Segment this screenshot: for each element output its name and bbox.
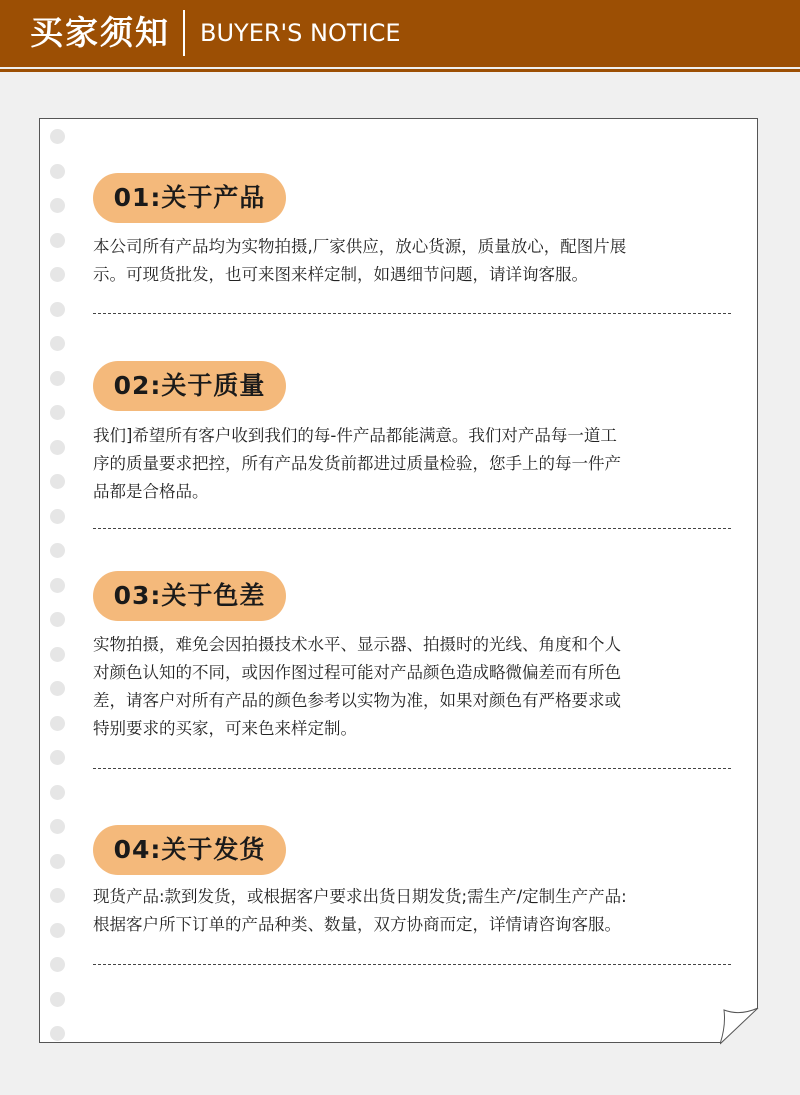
section-body-color: 实物拍摄，难免会因拍摄技术水平、显示器、拍摄时的光线、角度和个人 对颜色认知的不同，或因作图过程可能对产品颜色造成略微偏差而有所色 差，请客户对所有产品的颜色参考以实物为准，如果对颜色有严格要求或 特别要求的买家，可来色来样定制。 [93, 635, 621, 738]
binder-hole [50, 854, 65, 869]
page-title-cn: 买家须知 [30, 13, 170, 52]
binder-hole [50, 371, 65, 386]
binder-hole [50, 405, 65, 420]
section-title-shipping: 04:关于发货 [93, 825, 286, 875]
binder-hole [50, 302, 65, 317]
section-divider [93, 964, 731, 965]
page-title-en: BUYER'S NOTICE [200, 19, 401, 47]
section-divider [93, 528, 731, 529]
binder-hole [50, 681, 65, 696]
binder-hole [50, 267, 65, 282]
binder-hole [50, 233, 65, 248]
section-body-quality: 我们]希望所有客户收到我们的每-件产品都能满意。我们对产品每一道工 序的质量要求把控，所有产品发货前都进过质量检验，您手上的每一件产 品都是合格品。 [93, 426, 621, 501]
header-bar [0, 0, 800, 67]
binder-hole [50, 543, 65, 558]
binder-hole [50, 992, 65, 1007]
section-divider [93, 313, 731, 314]
page-curl-icon [720, 1006, 760, 1046]
section-divider [93, 768, 731, 769]
binder-hole [50, 957, 65, 972]
binder-hole [50, 129, 65, 144]
header-underline [0, 69, 800, 72]
binder-hole [50, 750, 65, 765]
binder-hole [50, 819, 65, 834]
section-title-color: 03:关于色差 [93, 571, 286, 621]
binder-hole [50, 440, 65, 455]
binder-hole [50, 612, 65, 627]
binder-hole [50, 888, 65, 903]
binder-hole [50, 716, 65, 731]
binder-hole [50, 578, 65, 593]
section-title-quality: 02:关于质量 [93, 361, 286, 411]
binder-hole [50, 509, 65, 524]
section-body-shipping: 现货产品:款到发货，或根据客户要求出货日期发货;需生产/定制生产产品: 根据客户所下订单的产品种类、数量，双方协商而定，详情请咨询客服。 [93, 887, 627, 934]
binder-hole [50, 198, 65, 213]
binder-hole [50, 474, 65, 489]
section-title-product: 01:关于产品 [93, 173, 286, 223]
binder-hole [50, 336, 65, 351]
binder-hole [50, 923, 65, 938]
binder-hole [50, 1026, 65, 1041]
binder-hole [50, 647, 65, 662]
section-body-product: 本公司所有产品均为实物拍摄,厂家供应，放心货源，质量放心，配图片展 示。可现货批发，也可来图来样定制，如遇细节问题，请详询客服。 [93, 237, 627, 284]
title-divider [183, 10, 185, 56]
binder-hole [50, 785, 65, 800]
binder-hole [50, 164, 65, 179]
